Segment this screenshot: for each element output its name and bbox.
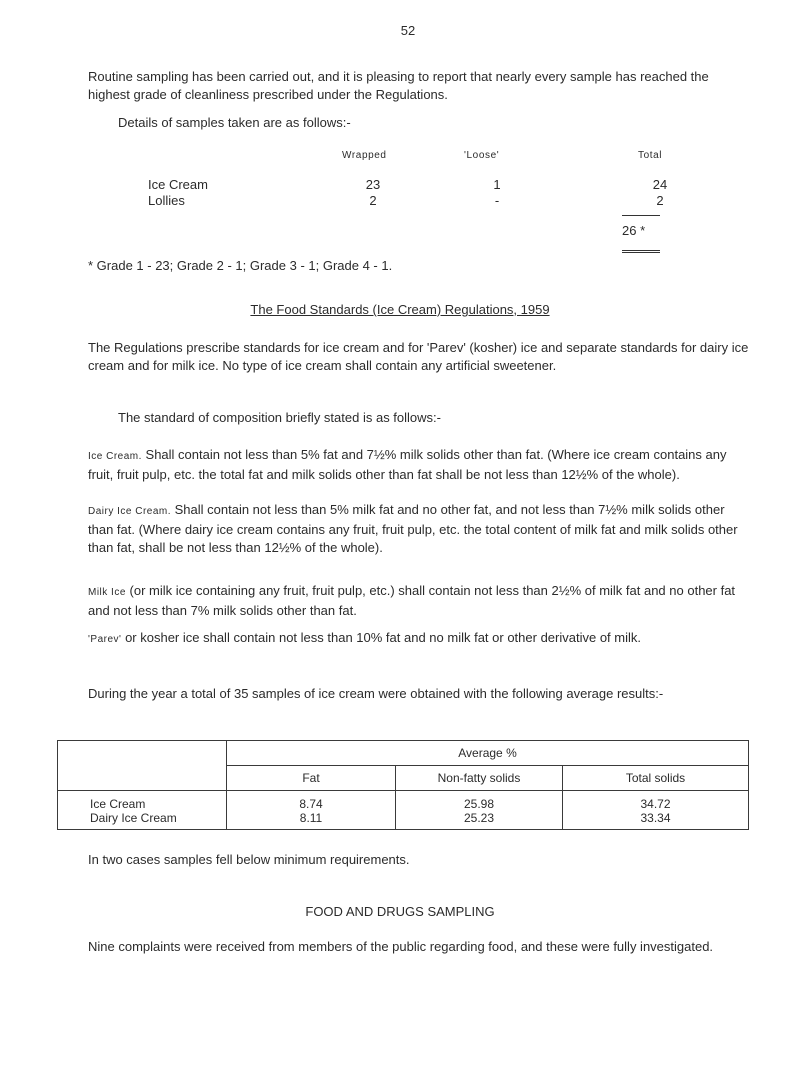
standard-parev: [88, 629, 752, 649]
label-cell: [58, 791, 227, 830]
term-parev: 'Parev': [88, 634, 122, 645]
total-dairy-ice-cream: 33.34: [640, 811, 671, 825]
nonfat-ice-cream: 25.98: [463, 797, 495, 811]
total-cell: [563, 791, 749, 830]
text-parev: or kosher ice shall contain not less than 10% fat and no milk fat or other derivative of milk.: [121, 630, 641, 645]
header-loose: 'Loose': [464, 150, 500, 161]
header-total-solids: Total solids: [563, 766, 749, 791]
text-ice-cream: Shall contain not less than 5% fat and 7½% milk solids other than fat. (Where ice cream contains any fruit, fruit pulp, etc. the total fat and milk solids other than fat shall be not less than 12½% of the whole).: [88, 447, 727, 482]
standard-ice-cream: [88, 446, 752, 484]
text-milk-ice: (or milk ice containing any fruit, fruit pulp, etc.) shall contain not less than 2½% of milk fat and no other fat and not less than 7% milk solids other than fat.: [88, 583, 736, 618]
grand-total: 26 *: [622, 223, 646, 238]
row-total-ice-cream: 24: [652, 177, 668, 192]
row-label-ice-cream: Ice Cream: [90, 797, 146, 811]
page-number: 52: [400, 23, 416, 38]
header-fat: Fat: [227, 766, 396, 791]
details-intro: Details of samples taken are as follows:-: [118, 115, 351, 130]
header-total: Total: [638, 150, 663, 161]
fat-ice-cream: 8.74: [299, 797, 323, 811]
term-milk-ice: Milk Ice: [88, 587, 126, 598]
standard-intro: The standard of composition briefly stated is as follows:-: [118, 410, 441, 425]
term-dairy-ice-cream: Dairy Ice Cream.: [88, 506, 172, 517]
standard-dairy-ice-cream: [88, 501, 752, 557]
fat-dairy-ice-cream: 8.11: [299, 811, 323, 825]
table-corner-cell: [58, 741, 227, 791]
row-label-ice-cream: Ice Cream: [148, 177, 208, 192]
total-ice-cream: 34.72: [640, 797, 671, 811]
fat-cell: [227, 791, 396, 830]
grade-note: * Grade 1 - 23; Grade 2 - 1; Grade 3 - 1; Grade 4 - 1.: [88, 258, 393, 273]
regulations-paragraph: The Regulations prescribe standards for ice cream and for 'Parev' (kosher) ice and separate standards for dairy ice cream and for milk ice. No type of ice cream shall contain any artificial sweetener.: [88, 340, 749, 373]
standard-milk-ice: [88, 582, 752, 620]
nonfat-dairy-ice-cream: 25.23: [463, 811, 495, 825]
average-header: Average %: [227, 741, 749, 766]
below-minimum-note: In two cases samples fell below minimum requirements.: [88, 852, 410, 867]
intro-paragraph: Routine sampling has been carried out, and it is pleasing to report that nearly every sample has reached the highest grade of cleanliness prescribed under the Regulations.: [88, 69, 709, 102]
row-label-lollies: Lollies: [148, 193, 185, 208]
row-label-dairy-ice-cream: Dairy Ice Cream: [90, 811, 177, 825]
regulations-title: The Food Standards (Ice Cream) Regulations, 1959: [250, 302, 550, 317]
row-wrapped-ice-cream: 23: [365, 177, 381, 192]
double-rule: [622, 250, 660, 253]
row-loose-lollies: -: [494, 193, 500, 208]
sum-rule: [622, 215, 660, 216]
nonfat-cell: [396, 791, 563, 830]
text-dairy-ice-cream: Shall contain not less than 5% milk fat and no other fat, and not less than 7½% milk solids other than fat. (Where dairy ice cream contains any fruit, fruit pulp, etc. the total content of milk fat and milk solids other than fat, shall be not less than 12½% of the whole).: [88, 502, 738, 555]
row-total-lollies: 2: [656, 193, 664, 208]
year-paragraph: During the year a total of 35 samples of ice cream were obtained with the following average results:-: [88, 686, 664, 701]
header-non-fatty-solids: Non-fatty solids: [396, 766, 563, 791]
row-loose-ice-cream: 1: [493, 177, 501, 192]
header-wrapped: Wrapped: [342, 150, 387, 161]
food-drugs-title: FOOD AND DRUGS SAMPLING: [305, 904, 495, 919]
complaints-paragraph: Nine complaints were received from members of the public regarding food, and these were fully investigated.: [88, 939, 714, 954]
term-ice-cream: Ice Cream.: [88, 451, 142, 462]
row-wrapped-lollies: 2: [369, 193, 377, 208]
average-results-table: [57, 740, 749, 830]
